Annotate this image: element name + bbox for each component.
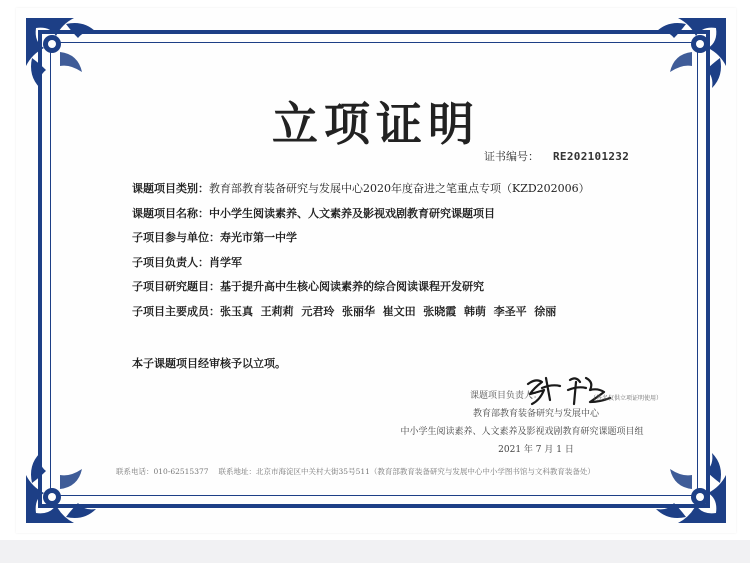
field-label: 子项目参与单位： — [132, 231, 220, 244]
approval-statement: 本子课题项目经审核予以立项。 — [132, 357, 286, 370]
certificate-number — [484, 148, 629, 164]
corner-ornament-icon — [22, 431, 118, 527]
field-row — [132, 180, 652, 205]
signature-note: （签名仅供立项证明使用） — [590, 395, 663, 402]
field-row — [132, 278, 652, 303]
field-value: 基于提升高中生核心阅读素养的综合阅读课程开发研究 — [220, 280, 484, 293]
field-label: 子项目研究题目： — [132, 280, 220, 293]
certificate-title: 立项证明 — [272, 97, 480, 151]
field-value: 张玉真 王莉莉 元君玲 张丽华 崔文田 张晓霞 韩萌 李圣平 徐丽 — [220, 304, 557, 318]
field-row — [132, 254, 652, 279]
field-label: 课题项目类别： — [132, 182, 209, 195]
field-row — [132, 229, 652, 254]
issuing-organization: 教育部教育装备研究与发展中心 — [472, 409, 599, 419]
contact-address: 联系地址：北京市海淀区中关村大街35号511（教育部教育装备研究与发展中心中小学图书馆与文科教育装备处） — [218, 467, 595, 476]
issue-date: 2021 年 7 月 1 日 — [498, 445, 574, 455]
contact-phone: 联系电话：010-62515377 — [116, 467, 209, 476]
field-label: 子项目主要成员： — [132, 304, 220, 318]
field-value: 肖学军 — [209, 255, 242, 269]
page-bottom-strip — [0, 540, 750, 563]
field-value: 中小学生阅读素养、人文素养及影视戏剧教育研究课题项目 — [209, 206, 495, 220]
field-label: 子项目负责人： — [132, 255, 209, 269]
handwritten-signature — [520, 370, 620, 410]
corner-ornament-icon — [634, 431, 730, 527]
certificate-number-value: RE202101232 — [553, 150, 630, 163]
field-row — [132, 205, 652, 230]
project-group: 中小学生阅读素养、人文素养及影视戏剧教育研究课题项目组 — [400, 427, 644, 437]
field-label: 课题项目名称： — [132, 206, 209, 220]
field-value: 教育部教育装备研究与发展中心2020年度奋进之笔重点专项（KZD202006） — [209, 182, 590, 195]
certificate-number-label: 证书编号： — [484, 150, 539, 163]
field-value: 寿光市第一中学 — [220, 231, 297, 244]
certificate — [16, 8, 736, 533]
contact-footer — [116, 466, 646, 477]
field-row — [132, 303, 652, 328]
project-info — [132, 180, 652, 327]
signer-label: 课题项目负责人： — [470, 391, 543, 401]
